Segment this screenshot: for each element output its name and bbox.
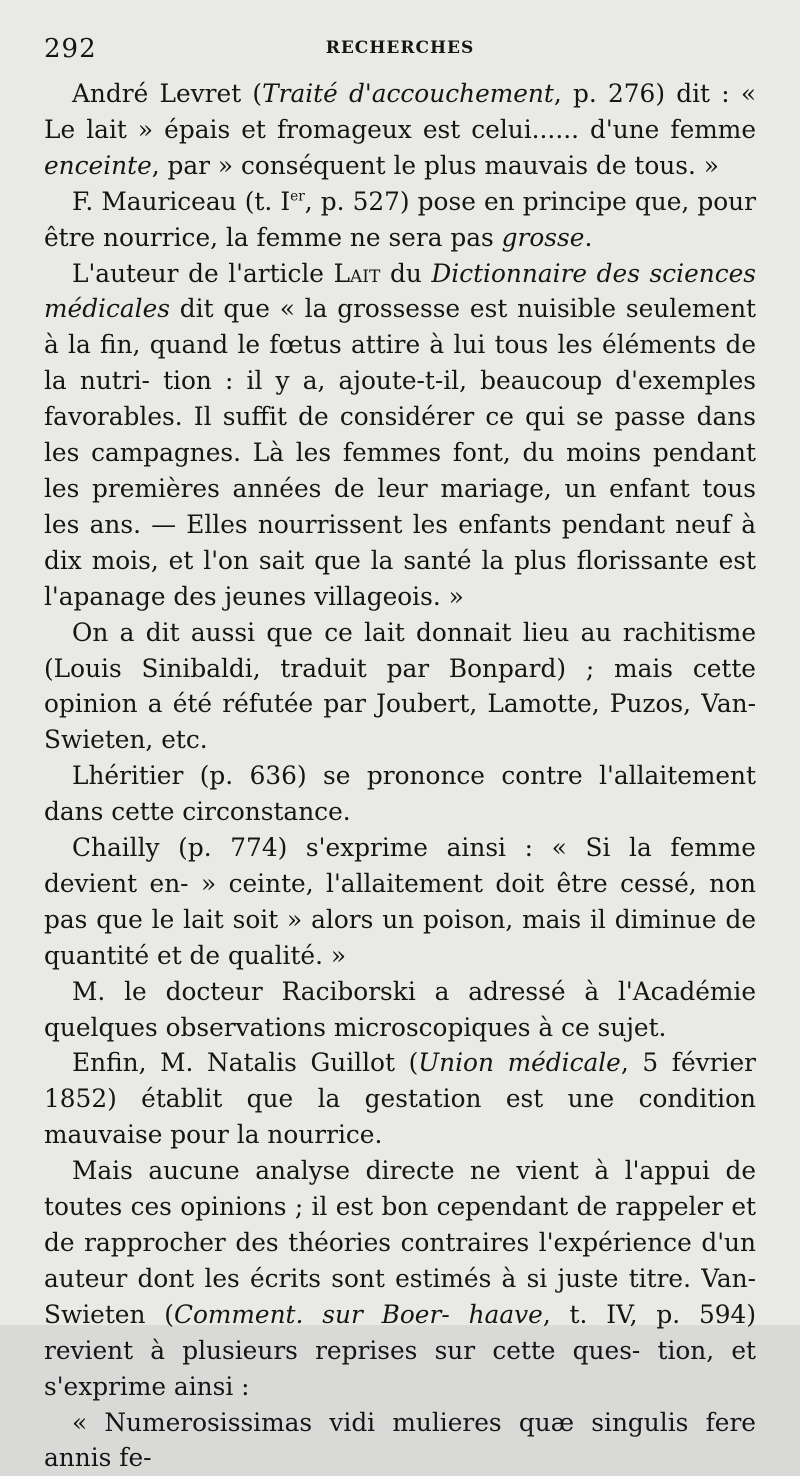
text-segment: L'auteur de l'article <box>72 258 334 288</box>
text-segment: Comment. sur Boer- haave <box>173 1299 543 1329</box>
running-title: RECHERCHES <box>325 38 475 58</box>
text-segment: Traité d'accouchement <box>262 79 554 108</box>
text-segment: Union médicale <box>418 1048 621 1078</box>
text-segment: F. Mauriceau (t. I <box>72 186 291 216</box>
text-segment: , t. IV, p. 594) revient à plusieurs reprises sur cette ques- tion, et s'exprime ainsi : <box>44 1299 756 1401</box>
text-segment: , p. 276) dit : « Le lait » épais et fromageux est celui...... d'une femme <box>44 79 756 144</box>
paragraph <box>44 184 756 256</box>
text-segment: enceinte <box>44 150 152 180</box>
paragraph <box>44 974 756 1046</box>
text-segment: « Numerosissimas vidi mulieres quæ singulis fere annis fe- <box>44 1407 756 1473</box>
text-segment: dit que « la grossesse est nuisible seulement à la fin, quand le fœtus attire à lui tous les éléments de la nutri- tion : il y a, ajoute-t-il, beaucoup d'exemples favorables. Il suffit de considérer ce qui se passe dans les campagnes. Là les femmes font, du moins pendant les premières années de leur mariage, un enfant tous les ans. — Elles nourrissent les enfants pendant neuf à dix mois, et l'on sait que la santé la plus florissante est l'apanage des jeunes villageois. » <box>44 294 756 611</box>
paragraph <box>44 256 756 615</box>
paragraph <box>44 758 756 830</box>
text-segment: Mais aucune analyse directe ne vient à l'appui de toutes ces opinions ; il est bon cependant de rappeler et de rapprocher des théories contraires l'expérience d'un auteur dont les écrits sont estimés à si juste titre. Van-Swieten ( <box>44 1156 756 1329</box>
paragraph <box>44 1405 756 1476</box>
text-segment: Lhéritier (p. 636) se prononce contre l'allaitement dans cette circonstance. <box>44 761 756 827</box>
text-segment: grosse <box>501 222 585 252</box>
text-segment: Lait <box>333 258 381 288</box>
paragraph <box>44 1153 756 1404</box>
text-segment: André Levret ( <box>72 79 263 108</box>
text-segment: Enfin, M. Natalis Guillot ( <box>72 1048 419 1078</box>
body-text <box>44 76 756 1476</box>
page-number: 292 <box>44 34 97 64</box>
text-segment: du <box>380 258 432 288</box>
text-segment: Chailly (p. 774) s'exprime ainsi : « Si la femme devient en- » ceinte, l'allaitement doit être cessé, non pas que le lait soit » alors un poison, mais il diminue de quantité et de qualité. » <box>44 833 756 970</box>
page-header <box>44 34 756 70</box>
text-segment: On a dit aussi que ce lait donnait lieu au rachitisme (Louis Sinibaldi, traduit par Bonpard) ; mais cette opinion a été réfutée par Joubert, Lamotte, Puzos, Van-Swieten, etc. <box>44 617 756 755</box>
text-segment: , par » conséquent le plus mauvais de tous. » <box>151 150 719 180</box>
text-segment: er <box>290 188 305 205</box>
paragraph <box>44 1045 756 1153</box>
paragraph <box>44 830 756 974</box>
paragraph <box>44 615 756 759</box>
text-segment: M. le docteur Raciborski a adressé à l'Académie quelques observations microscopiques à ce sujet. <box>44 976 756 1042</box>
text-segment: , p. 527) pose en principe que, pour être nourrice, la femme ne sera pas <box>44 186 756 252</box>
text-segment: , 5 février 1852) établit que la gestation est une condition mauvaise pour la nourrice. <box>44 1048 756 1150</box>
text-segment: Dictionnaire des sciences médicales <box>44 258 757 324</box>
text-segment: . <box>584 222 593 252</box>
paragraph <box>44 76 756 184</box>
